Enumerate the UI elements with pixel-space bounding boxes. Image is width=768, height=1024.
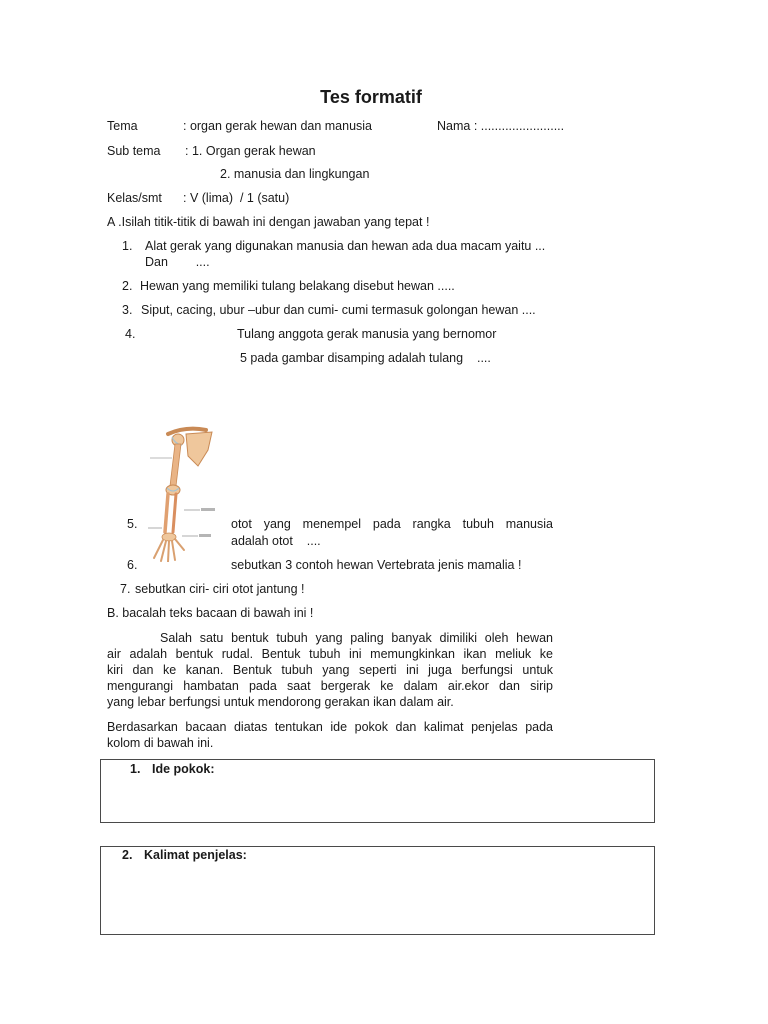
- question-5-line-2: adalah otot ....: [231, 534, 321, 548]
- answer-box-kalimat-penjelas: [100, 846, 655, 935]
- passage-line-1: Salah satu bentuk tubuh yang paling banyak dimiliki oleh hewan: [160, 631, 553, 645]
- question-2-number: 2.: [122, 279, 133, 293]
- answer-box-1-label: Ide pokok:: [152, 762, 215, 776]
- tema-value: : organ gerak hewan dan manusia: [183, 119, 373, 133]
- question-1-line-1: Alat gerak yang digunakan manusia dan hewan ada dua macam yaitu ...: [145, 239, 546, 253]
- question-1-number: 1.: [122, 239, 133, 253]
- question-4-line-2: 5 pada gambar disamping adalah tulang ....: [240, 351, 491, 365]
- question-6-line-1: sebutkan 3 contoh hewan Vertebrata jenis mamalia !: [231, 558, 522, 572]
- answer-box-2-label: Kalimat penjelas:: [144, 848, 247, 862]
- subtema-value-2: 2. manusia dan lingkungan: [220, 167, 370, 181]
- subtema-label: Sub tema: [107, 144, 161, 158]
- question-4-line-1: Tulang anggota gerak manusia yang bernomor: [237, 327, 497, 341]
- section-b-instruction: B. bacalah teks bacaan di bawah ini !: [107, 606, 314, 620]
- question-7-number: 7.: [120, 582, 131, 596]
- wrist-bones: [162, 533, 176, 541]
- tema-label: Tema: [107, 119, 138, 133]
- section-a-instruction: A .Isilah titik-titik di bawah ini dengan jawaban yang tepat !: [107, 215, 430, 229]
- question-1-line-2: Dan ....: [145, 255, 210, 269]
- passage-line-4: mengurangi hambatan pada saat bergerak ke dalam air.ekor dan sirip: [107, 679, 553, 693]
- task-line-2: kolom di bawah ini.: [107, 736, 214, 750]
- label-mark-upper: [201, 508, 215, 511]
- nama-field: Nama : ........................: [437, 119, 565, 133]
- task-line-1: Berdasarkan bacaan diatas tentukan ide pokok dan kalimat penjelas pada: [107, 720, 553, 734]
- passage-line-2: air adalah bentuk rudal. Bentuk tubuh ini memungkinkan ikan meliuk ke: [107, 647, 553, 661]
- answer-box-2-number: 2.: [122, 848, 133, 862]
- passage-line-5: yang lebar berfungsi untuk mendorong gerakan ikan dalam air.: [107, 695, 454, 709]
- question-4-number: 4.: [125, 327, 136, 341]
- answer-box-ide-pokok: [100, 759, 655, 823]
- question-2-line-1: Hewan yang memiliki tulang belakang disebut hewan .....: [140, 279, 455, 293]
- kelas-value: : V (lima) / 1 (satu): [183, 191, 290, 205]
- label-mark-lower: [199, 534, 211, 537]
- question-7-line-1: sebutkan ciri- ciri otot jantung !: [135, 582, 305, 596]
- answer-box-1-number: 1.: [130, 762, 141, 776]
- question-3-line-1: Siput, cacing, ubur –ubur dan cumi- cumi termasuk golongan hewan ....: [141, 303, 536, 317]
- kelas-label: Kelas/smt: [107, 191, 162, 205]
- passage-line-3: kiri dan ke kanan. Bentuk tubuh yang seperti ini juga berfungsi untuk: [107, 663, 553, 677]
- subtema-value-1: : 1. Organ gerak hewan: [185, 144, 316, 158]
- question-6-number: 6.: [127, 558, 138, 572]
- scapula-bone: [186, 432, 212, 466]
- arm-bones-drawing: [148, 420, 218, 562]
- finger-bones: [154, 539, 184, 562]
- question-3-number: 3.: [122, 303, 133, 317]
- humerus-bone: [170, 444, 181, 486]
- question-5-line-1: otot yang menempel pada rangka tubuh manusia: [231, 517, 553, 531]
- question-5-number: 5.: [127, 517, 138, 531]
- page-title: Tes formatif: [320, 87, 422, 107]
- ulna-bone: [173, 494, 176, 532]
- radius-bone: [165, 494, 168, 532]
- arm-bones-illustration: [148, 420, 218, 562]
